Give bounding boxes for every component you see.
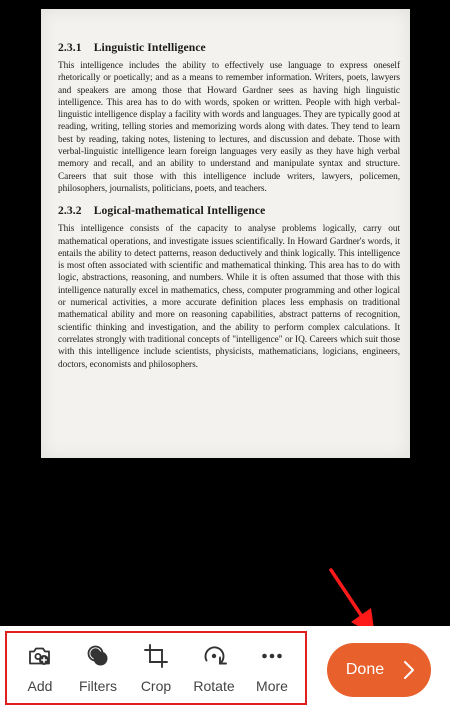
done-label: Done — [345, 661, 385, 678]
section-body: This intelligence consists of the capacity to analyse problems logically, carry out mathematical operations, and investigate issues scientifically. In Howard Gardner's words, it entails the ability to detect patterns, reason deductively and think logically. This intelligence is most often associated with scientific and mathematical thinking. This area has to do with logic, abstractions, reasoning, and numbers. While it is often assumed that those with this intelligence naturally excel in mathematics, chess, computer programming and other logical or numerical activities, a more accurate definition places less emphasis on traditional mathematical ability and more on reasoning capabilities, abstract patterns of recognition, scientific thinking and investigation, and the ability to perform complex calculations. It correlates strongly with traditional concepts of "intelligence" or IQ. Careers which suit those with this intelligence include scientists, physicists, mathematicians, logicians, engineers, doctors, economists and philosophers. — [58, 224, 400, 370]
crop-label: Crop — [140, 677, 172, 694]
more-button[interactable] — [244, 643, 300, 694]
chevron-right-icon — [402, 660, 416, 680]
crop-button[interactable] — [128, 643, 184, 694]
add-button[interactable] — [12, 643, 68, 694]
add-label: Add — [27, 677, 53, 694]
edit-tools-group — [5, 631, 307, 705]
section-number: 2.3.2 — [58, 204, 82, 218]
filters-icon — [85, 643, 111, 669]
section-title: Linguistic Intelligence — [93, 41, 206, 54]
camera-add-icon — [27, 643, 53, 669]
more-icon — [259, 643, 285, 669]
section-title: Logical-mathematical Intelligence — [93, 204, 266, 218]
done-button[interactable] — [327, 643, 431, 697]
rotate-label: Rotate — [193, 677, 235, 694]
crop-icon — [143, 643, 169, 669]
rotate-button[interactable] — [186, 643, 242, 694]
scanned-document-page — [41, 9, 410, 458]
filters-button[interactable] — [70, 643, 126, 694]
section-heading — [58, 41, 400, 54]
more-label: More — [256, 677, 288, 694]
filters-label: Filters — [78, 677, 118, 694]
section-number: 2.3.1 — [58, 41, 82, 54]
section-body: This intelligence includes the ability to effectively use language to express oneself rhetorically or poetically; and as a means to remember information. Writers, poets, lawyers and speakers are among those that Howard Gardner sees as having high linguistic intelligence. This area has to do with words, spoken or written. People with high verbal-linguistic intelligence display a facility with words and languages. They are typically good at reading, writing, telling stories and memorizing words along with dates. They tend to learn best by reading, taking notes, listening to lectures, and discussion and debate. Those with verbal-linguistic intelligence learn foreign languages very easily as they have high verbal memory and recall, and an ability to understand and manipulate syntax and structure. Careers that suit those with this intelligence include writers, lawyers, policemen, philosophers, journalists, politicians, poets, and teachers. — [58, 61, 400, 194]
rotate-icon — [201, 643, 227, 669]
section-heading — [58, 204, 400, 217]
